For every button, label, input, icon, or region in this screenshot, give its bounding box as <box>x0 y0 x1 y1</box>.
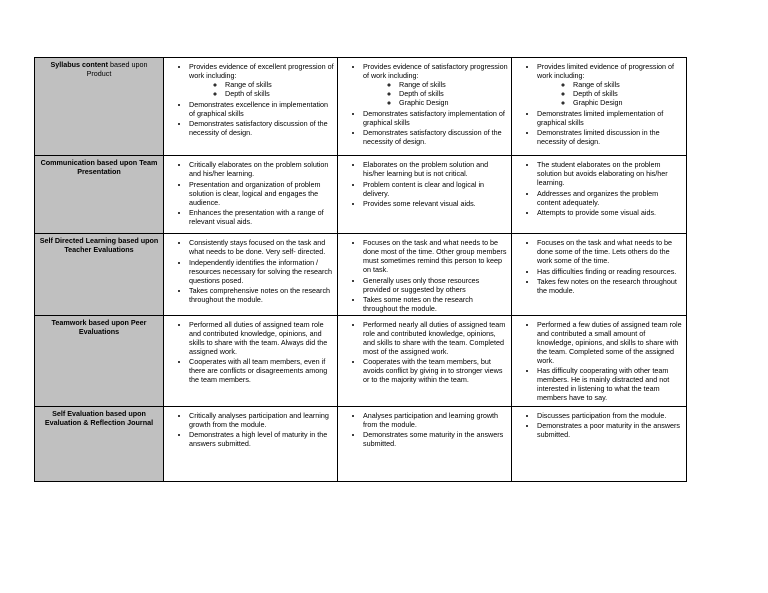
descriptor-item: • Cooperates with all team members, even if there are conflicts or disagreements among the team members. <box>189 357 334 384</box>
level-limited-cell <box>512 315 687 406</box>
descriptor-list <box>515 320 683 403</box>
sub-list <box>189 80 334 98</box>
descriptor-item: • Problem content is clear and logical in delivery. <box>363 180 508 198</box>
criterion-title: Self Evaluation based upon Evaluation & Reflection Journal <box>44 408 154 427</box>
descriptor-item <box>189 62 334 98</box>
sub-item: ◦ Range of skills <box>399 80 508 89</box>
rubric-row-self-directed <box>35 234 687 316</box>
descriptor-text: Provides evidence of excellent progression of work including: <box>189 62 334 80</box>
descriptor-list <box>167 411 334 449</box>
level-excellent-cell <box>164 234 338 316</box>
descriptor-list <box>341 238 508 313</box>
descriptor-item: • Demonstrates a poor maturity in the answers submitted. <box>537 421 683 439</box>
descriptor-item: • Performed all duties of assigned team role and contributed knowledge, opinions, and skills to share with the team. Always did the assigned work. <box>189 320 334 356</box>
descriptor-item: • Critically analyses participation and learning growth from the module. <box>189 411 334 429</box>
sub-item: ◦ Range of skills <box>573 80 683 89</box>
sub-list <box>537 80 683 107</box>
descriptor-item: • Performed nearly all duties of assigned team role and contributed knowledge, opinions, and skills to share with the team. Completed most of the assigned work. <box>363 320 508 356</box>
sub-list <box>363 80 508 107</box>
level-satisfactory-cell <box>338 58 512 156</box>
descriptor-item: • Enhances the presentation with a range of relevant visual aids. <box>189 208 334 226</box>
descriptor-list <box>515 62 683 146</box>
descriptor-list <box>341 160 508 208</box>
descriptor-item: • Cooperates with the team members, but avoids conflict by giving in to stronger views or to the majority within the team. <box>363 357 508 384</box>
level-satisfactory-cell <box>338 315 512 406</box>
descriptor-item: • Has difficulty cooperating with other team members. He is mainly distracted and not interested in listening to what the team members have to say. <box>537 366 683 402</box>
level-limited-cell <box>512 156 687 234</box>
descriptor-list <box>341 411 508 449</box>
descriptor-list <box>167 238 334 304</box>
descriptor-item <box>537 62 683 107</box>
descriptor-list <box>341 320 508 385</box>
rubric-row-communication <box>35 156 687 234</box>
descriptor-list <box>167 160 334 226</box>
level-excellent-cell <box>164 315 338 406</box>
descriptor-item: • Presentation and organization of problem solution is clear, logical and engages the audience. <box>189 180 334 207</box>
descriptor-item: • Demonstrates limited implementation of graphical skills <box>537 109 683 127</box>
descriptor-list <box>515 411 683 440</box>
rubric-row-self-evaluation <box>35 406 687 481</box>
criterion-cell <box>35 234 164 316</box>
descriptor-item: • Analyses participation and learning growth from the module. <box>363 411 508 429</box>
sub-item: ◦ Range of skills <box>225 80 334 89</box>
descriptor-item: • Performed a few duties of assigned team role and contributed a small amount of knowledge, opinions, and skills to share with the team. Completed some of the assigned work. <box>537 320 683 365</box>
level-excellent-cell <box>164 406 338 481</box>
descriptor-item: • Demonstrates excellence in implementation of graphical skills <box>189 100 334 118</box>
descriptor-item: • Focuses on the task and what needs to be done most of the time. Other group members must sometimes remind this person to keep on task. <box>363 238 508 274</box>
descriptor-item: • Focuses on the task and what needs to be done some of the time. Lets others do the work some of the time. <box>537 238 683 265</box>
level-excellent-cell <box>164 156 338 234</box>
descriptor-item: • Demonstrates a high level of maturity in the answers submitted. <box>189 430 334 448</box>
criterion-title: Syllabus content <box>50 60 108 69</box>
sub-item: ◦ Depth of skills <box>399 89 508 98</box>
level-limited-cell <box>512 406 687 481</box>
criterion-title: Communication based upon Team Presentation <box>40 158 158 176</box>
criterion-title: Teamwork based upon Peer Evaluations <box>51 317 147 336</box>
level-excellent-cell <box>164 58 338 156</box>
descriptor-item: • Consistently stays focused on the task and what needs to be done. Very self- directed. <box>189 238 334 256</box>
sub-item: ◦ Graphic Design <box>399 98 508 107</box>
descriptor-item: • Elaborates on the problem solution and his/her learning but is not critical. <box>363 160 508 178</box>
descriptor-item: • Addresses and organizes the problem content adequately. <box>537 189 683 207</box>
descriptor-text: Provides evidence of satisfactory progression of work including: <box>363 62 508 80</box>
level-limited-cell <box>512 234 687 316</box>
descriptor-item: • Has difficulties finding or reading resources. <box>537 267 683 276</box>
descriptor-item: • Demonstrates some maturity in the answers submitted. <box>363 430 508 448</box>
descriptor-item: • Demonstrates satisfactory discussion of the necessity of design. <box>189 119 334 137</box>
descriptor-item: • Takes comprehensive notes on the research throughout the module. <box>189 286 334 304</box>
criterion-cell <box>35 58 164 156</box>
level-satisfactory-cell <box>338 234 512 316</box>
rubric-row-teamwork <box>35 315 687 406</box>
descriptor-item: • Critically elaborates on the problem solution and his/her learning. <box>189 160 334 178</box>
descriptor-item: • Independently identifies the information / resources necessary for solving the research questions posed. <box>189 258 334 285</box>
descriptor-item: • Generally uses only those resources provided or suggested by others <box>363 276 508 294</box>
sub-item: ◦ Graphic Design <box>573 98 683 107</box>
descriptor-item <box>363 62 508 107</box>
level-limited-cell <box>512 58 687 156</box>
descriptor-text: Provides limited evidence of progression of work including: <box>537 62 675 80</box>
descriptor-item: • Provides some relevant visual aids. <box>363 199 508 208</box>
criterion-cell <box>35 406 164 481</box>
descriptor-item: • Demonstrates satisfactory discussion of the necessity of design. <box>363 128 508 146</box>
level-satisfactory-cell <box>338 406 512 481</box>
descriptor-item: • Takes few notes on the research throughout the module. <box>537 277 683 295</box>
descriptor-list <box>167 62 334 137</box>
descriptor-list <box>341 62 508 146</box>
rubric-table <box>34 57 687 482</box>
descriptor-item: • Demonstrates limited discussion in the necessity of design. <box>537 128 683 146</box>
descriptor-list <box>515 238 683 295</box>
descriptor-item: • Attempts to provide some visual aids. <box>537 208 683 217</box>
descriptor-item: • Takes some notes on the research throughout the module. <box>363 295 508 313</box>
rubric-row-syllabus <box>35 58 687 156</box>
criterion-subtitle: based upon Product <box>86 60 148 78</box>
descriptor-item: • Demonstrates satisfactory implementation of graphical skills <box>363 109 508 127</box>
descriptor-list <box>515 160 683 217</box>
level-satisfactory-cell <box>338 156 512 234</box>
sub-item: ◦ Depth of skills <box>573 89 683 98</box>
criterion-title: Self Directed Learning based upon Teacher Evaluations <box>39 236 159 254</box>
descriptor-list <box>167 320 334 385</box>
descriptor-item: • Discusses participation from the module. <box>537 411 683 420</box>
criterion-cell <box>35 156 164 234</box>
descriptor-item: • The student elaborates on the problem solution but avoids elaborating on his/her learning. <box>537 160 683 187</box>
criterion-cell <box>35 315 164 406</box>
sub-item: ◦ Depth of skills <box>225 89 334 98</box>
